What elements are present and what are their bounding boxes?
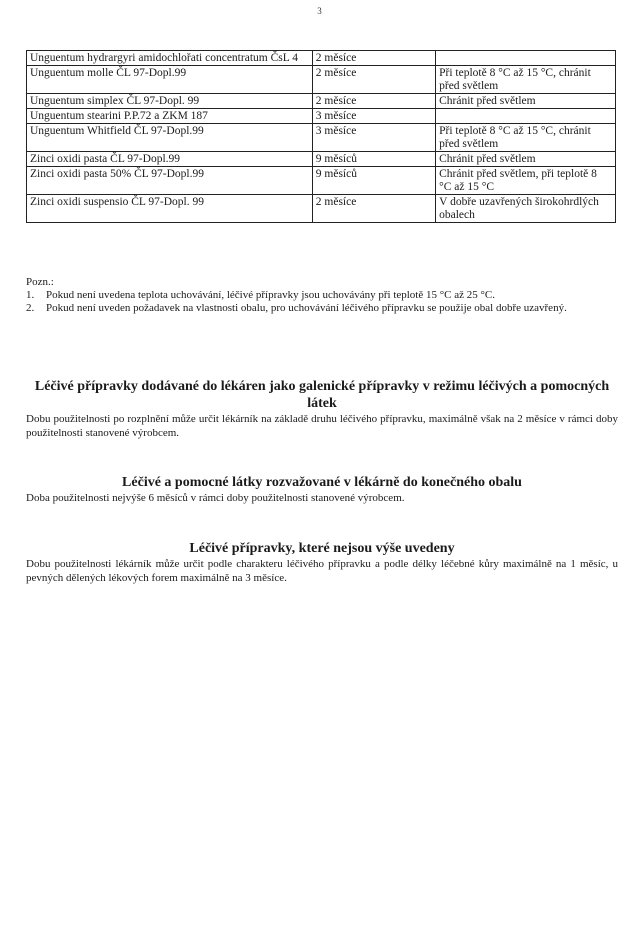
- section-galenic-preparations: [26, 378, 618, 440]
- table-row: [27, 195, 616, 223]
- shelf-life-cell: 9 měsíců: [312, 152, 435, 167]
- section-title: Léčivé přípravky, které nejsou výše uvedeny: [189, 541, 455, 556]
- storage-note-cell: [436, 109, 616, 124]
- shelf-life-cell: 9 měsíců: [312, 167, 435, 195]
- table-row: [27, 124, 616, 152]
- shelf-life-cell: 3 měsíce: [312, 109, 435, 124]
- product-name-cell: Unguentum simplex ČL 97-Dopl. 99: [27, 94, 313, 109]
- section-other-preparations: [26, 540, 618, 585]
- table-row: [27, 94, 616, 109]
- storage-note-cell: Při teplotě 8 °C až 15 °C, chránit před světlem: [436, 66, 616, 94]
- storage-note-cell: Chránit před světlem: [436, 94, 616, 109]
- shelf-life-cell: 3 měsíce: [312, 124, 435, 152]
- table-row: [27, 109, 616, 124]
- note-number: 2.: [26, 302, 35, 314]
- section-title: Léčivé a pomocné látky rozvažované v lékárně do konečného obalu: [122, 475, 522, 490]
- product-name-cell: Zinci oxidi suspensio ČL 97-Dopl. 99: [27, 195, 313, 223]
- page-number: 3: [317, 6, 322, 16]
- storage-note-cell: Při teplotě 8 °C až 15 °C, chránit před světlem: [436, 124, 616, 152]
- shelf-life-cell: 2 měsíce: [312, 195, 435, 223]
- product-name-cell: Unguentum stearini P.P.72 a ZKM 187: [27, 109, 313, 124]
- storage-note-cell: V dobře uzavřených širokohrdlých obalech: [436, 195, 616, 223]
- table-row: [27, 152, 616, 167]
- storage-note-cell: [436, 51, 616, 66]
- section-weighed-substances: [26, 474, 618, 505]
- shelf-life-cell: 2 měsíce: [312, 66, 435, 94]
- table-row: [27, 167, 616, 195]
- section-text: Dobu použitelnosti lékárník může určit podle charakteru léčivého přípravku a podle délky léčebné kůry maximálně na 1 měsíc, u pevných dělených lékových forem maximálně na 3 měsíce.: [26, 558, 618, 584]
- storage-note-cell: Chránit před světlem: [436, 152, 616, 167]
- note-item: [26, 302, 616, 315]
- product-name-cell: Zinci oxidi pasta 50% ČL 97-Dopl.99: [27, 167, 313, 195]
- note-text: Pokud není uvedena teplota uchovávání, léčivé přípravky jsou uchovávány při teplotě 15 °C až 25 °C.: [46, 289, 495, 301]
- notes-block: [26, 276, 616, 315]
- section-text: Dobu použitelnosti po rozplnění může určit lékárník na základě druhu léčivého přípravku, maximálně však na 2 měsíce v rámci doby použitelnosti stanovené výrobcem.: [26, 413, 618, 439]
- product-name-cell: Zinci oxidi pasta ČL 97-Dopl.99: [27, 152, 313, 167]
- product-name-cell: Unguentum Whitfield ČL 97-Dopl.99: [27, 124, 313, 152]
- table-row: [27, 51, 616, 66]
- storage-note-cell: Chránit před světlem, při teplotě 8 °C až 15 °C: [436, 167, 616, 195]
- product-name-cell: Unguentum hydrargyri amidochlořati concentratum ČsL 4: [27, 51, 313, 66]
- note-number: 1.: [26, 289, 35, 301]
- note-text: Pokud není uveden požadavek na vlastnosti obalu, pro uchovávání léčivého přípravku se použije obal dobře uzavřený.: [46, 302, 567, 314]
- shelf-life-cell: 2 měsíce: [312, 51, 435, 66]
- product-name-cell: Unguentum molle ČL 97-Dopl.99: [27, 66, 313, 94]
- section-text: Doba použitelnosti nejvýše 6 měsíců v rámci doby použitelnosti stanovené výrobcem.: [26, 492, 405, 504]
- note-item: [26, 289, 616, 302]
- shelf-life-table: [26, 50, 616, 223]
- shelf-life-cell: 2 měsíce: [312, 94, 435, 109]
- section-title: Léčivé přípravky dodávané do lékáren jako galenické přípravky v režimu léčivých a pomocných látek: [34, 379, 610, 411]
- notes-heading: Pozn.:: [26, 276, 54, 288]
- table-row: [27, 66, 616, 94]
